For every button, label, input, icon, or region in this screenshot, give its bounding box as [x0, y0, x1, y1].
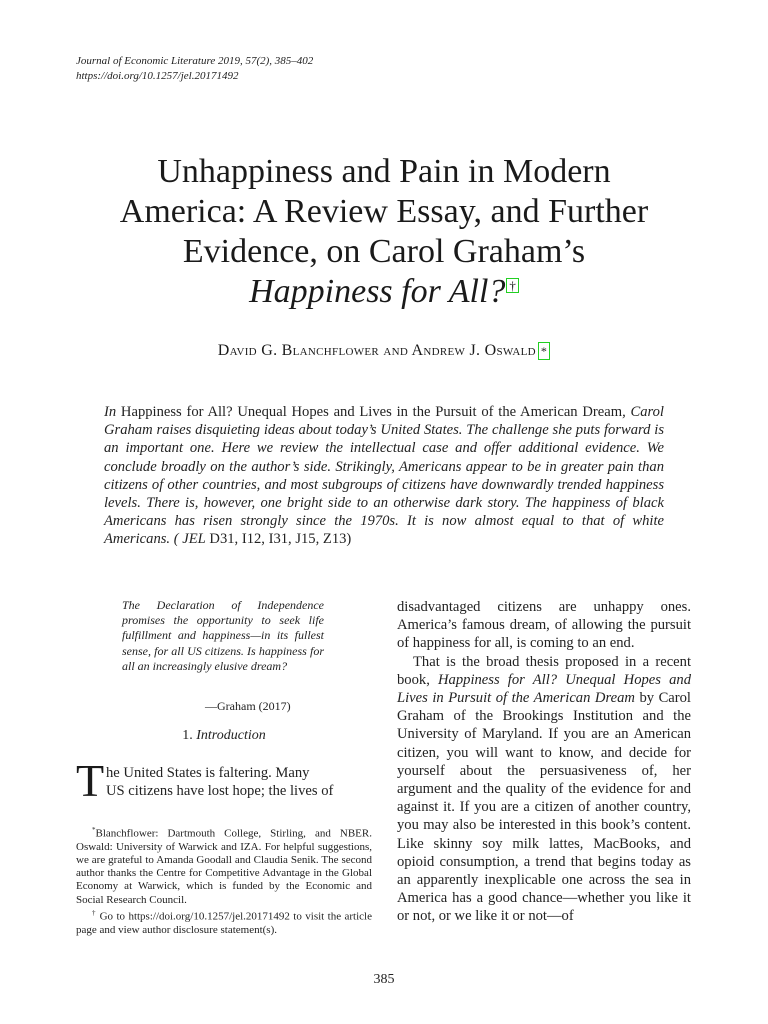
footnote-1-text: Blanchflower: Dartmouth College, Stirling, and NBER. Oswald: University of Warwick and IZA. For helpful suggestions, we are grateful to Amanda Goodall and Claudia Senik. The second author thanks the Centre for Competitive Advantage in the Global Economy at Warwick, which is funded by the Economic and Social Research Council. — [76, 827, 372, 906]
dagger-footnote-link[interactable]: † — [506, 278, 519, 293]
author-line — [40, 342, 728, 360]
title-line-3: Evidence, on Carol Graham’s — [182, 233, 586, 270]
intro-line-2: US citizens have lost hope; the lives of — [106, 783, 334, 799]
jel-codes: D31, I12, I31, J15, Z13) — [205, 531, 352, 548]
footnotes — [76, 824, 372, 937]
paragraph-2-book-title: Happiness for All? Unequal Hopes and Lives in Pursuit of the American Dream — [397, 671, 692, 707]
epigraph-source: —Graham (2017) — [205, 699, 291, 713]
drop-cap: T — [76, 755, 105, 806]
page-number: 385 — [373, 972, 395, 987]
footnote-2-text: Go to https://doi.org/10.1257/jel.20171492 to visit the article page and view author disclosure statement(s). — [76, 910, 372, 936]
footnote-1 — [76, 824, 372, 907]
journal-header — [76, 54, 313, 84]
title-line-4 — [40, 272, 728, 312]
abstract — [104, 403, 664, 549]
author-footnote-link[interactable]: * — [538, 342, 550, 360]
paragraph-1: disadvantaged citizens are unhappy ones. America’s famous dream, of allowing the pursuit of happiness for all, is coming to an end. — [397, 599, 691, 652]
section-number: 1. — [182, 728, 197, 743]
footnote-1-mark: * — [92, 826, 96, 834]
epigraph: The Declaration of Independence promises the opportunity to seek life fulfillment and happiness—in its fullest sense, for all US citizens. Is happiness for all an increasingly elusive dream? — [122, 598, 324, 673]
abstract-book-title: Happiness for All? Unequal Hopes and Lives in the Pursuit of the American Dream — [116, 404, 623, 420]
jel-label: JEL — [182, 531, 206, 548]
paragraph-2-start: That is the broad thesis proposed in a recent book, — [397, 653, 691, 688]
journal-doi[interactable]: https://doi.org/10.1257/jel.20171492 — [76, 70, 239, 82]
footnote-2 — [76, 907, 372, 937]
author-names: David G. Blanchflower and Andrew J. Oswald — [217, 342, 536, 359]
paragraph-2-rest: by Carol Graham of the Brookings Institution and the University of Maryland. If you are an American citizen, you will want to know, and decide for yourself about the persuasiveness of, her argument and the quality of the evidence for and against it. If you are a citizen of another country, you may also be interested in this book’s content. Like skinny soy milk lattes, MacBooks, and opioid consumption, a trend that begins today as an apparently inexplicable one across the sea in America has a good chance—whether you like it or not, or we like it or not—of — [397, 690, 691, 925]
section-heading — [76, 728, 372, 744]
abstract-body: , Carol Graham raises disquieting ideas about today’s United States. The challenge she puts forward is an important one. Here we review the intellectual case and offer additional evidence. We conclude broadly on the author’s side. Strikingly, Americans appear to be in greater pain than citizens of other countries, and most subgroups of citizens have downwardly trended happiness levels. There is, however, one bright side to an otherwise dark story. The happiness of black Americans has risen strongly since the 1970s. It is now almost equal to that of white Americans. ( — [104, 404, 664, 548]
right-column — [397, 598, 691, 926]
intro-line-1: he United States is faltering. Many — [106, 765, 310, 781]
section-name: Introduction — [196, 728, 266, 743]
abstract-lead-in: In — [104, 404, 117, 420]
title-line-2: America: A Review Essay, and Further — [119, 193, 649, 230]
footnote-2-mark: † — [92, 908, 97, 917]
paragraph-2 — [397, 653, 691, 926]
journal-citation: Journal of Economic Literature 2019, 57(2), 385–402 — [76, 55, 314, 67]
article-title — [40, 152, 728, 312]
book-title: Happiness for All? — [249, 273, 506, 310]
title-line-1: Unhappiness and Pain in Modern — [157, 153, 611, 190]
